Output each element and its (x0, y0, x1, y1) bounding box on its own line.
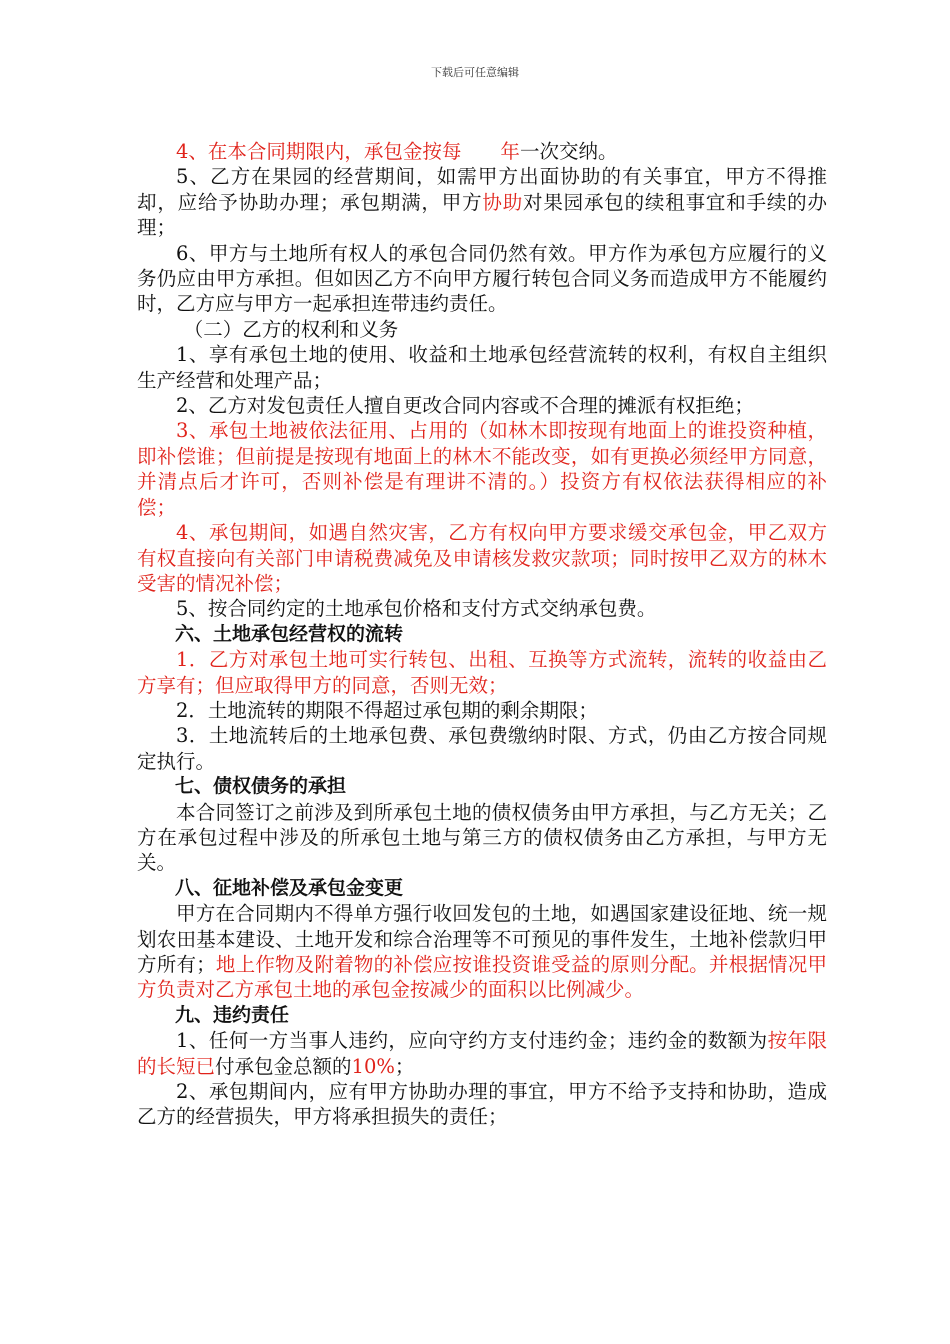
text: 5、乙方在果园的经营期间，如需甲方出面协助的有关事宜，甲方不得推却，应给予协助办理；承包期满，甲方 (137, 165, 827, 214)
paragraph-4 (137, 139, 827, 164)
paragraph-b2: 2、乙方对发包责任人擅自更改合同内容或不合理的摊派有权拒绝； (176, 394, 754, 418)
text: 1、任何一方当事人违约，应向守约方支付违约金；违约金的数额为 (176, 1029, 768, 1053)
text: 协助 (482, 190, 524, 214)
text: 甲方在合同期内不得单方强行收回发包的土地，如遇国家建设征地、统一规划农田基本建设、土地开发和综合治理等不可预见的事件发生，土地补偿款归甲方所有； (137, 902, 827, 976)
text: 地上作物及附着物的补偿应按谁投资谁受益的原则分配。并根据情况甲方负责对乙方承包土地的承包金按减少的面积以比例减少。 (137, 953, 827, 1002)
text: 4、在本合同期限内，承包金按每 (176, 140, 462, 163)
paragraph-8 (137, 901, 827, 1003)
paragraph-9-2: 2、承包期间内，应有甲方协助办理的事宜，甲方不给予支持和协助，造成乙方的经营损失，甲方将承担损失的责任； (137, 1080, 827, 1129)
paragraph-9-1 (137, 1028, 827, 1079)
paragraph-b5: 5、按合同约定的土地承包价格和支付方式交纳承包费。 (176, 597, 657, 621)
text: 付承包金总额的 (215, 1054, 352, 1078)
text: ； (394, 1054, 415, 1078)
section-heading-9: 九、违约责任 (175, 1003, 290, 1026)
paragraph-5 (137, 164, 827, 240)
subsection-title: （二）乙方的权利和义务 (183, 317, 399, 341)
page-header: 下载后可任意编辑 (431, 66, 519, 79)
paragraph-6: 6、甲方与土地所有权人的承包合同仍然有效。甲方作为承包方应履行的义务仍应由甲方承担。但如因乙方不向甲方履行转包合同义务而造成甲方不能履约时，乙方应与甲方一起承担连带违约责任。 (137, 241, 827, 316)
text: 10% (351, 1054, 395, 1078)
paragraph-7: 本合同签订之前涉及到所承包土地的债权债务由甲方承担，与乙方无关；乙方在承包过程中涉及的所承包土地与第三方的债权债务由乙方承担，与甲方无关。 (137, 800, 827, 875)
text: 按年限的长短已 (137, 1029, 827, 1078)
text: 年 (500, 140, 520, 163)
text: 对果园承包的续租事宜和手续的办理； (137, 190, 827, 240)
section-heading-8: 八、征地补偿及承包金变更 (175, 876, 404, 899)
section-heading-7: 七、债权债务的承担 (175, 775, 347, 798)
text: 一次交纳。 (519, 140, 618, 163)
paragraph-b3: 3、承包土地被依法征用、占用的（如林木即按现有地面上的谁投资种植，即补偿谁；但前提是按现有地面上的林木不能改变，如有更换必须经甲方同意，并清点后才许可，否则补偿是有理讲不清的。）投资方有权依法获得相应的补偿； (137, 419, 827, 519)
paragraph-6-1: 1．乙方对承包土地可实行转包、出租、互换等方式流转，流转的收益由乙方享有；但应取得甲方的同意，否则无效； (137, 648, 827, 697)
paragraph-6-3: 3．土地流转后的土地承包费、承包费缴纳时限、方式，仍由乙方按合同规定执行。 (137, 724, 827, 773)
section-heading-6: 六、土地承包经营权的流转 (175, 622, 404, 645)
paragraph-b1: 1、享有承包土地的使用、收益和土地承包经营流转的权利，有权自主组织生产经营和处理产品； (137, 343, 827, 392)
paragraph-b4: 4、承包期间，如遇自然灾害，乙方有权向甲方要求缓交承包金，甲乙双方有权直接向有关部门申请税费减免及申请核发救灾款项；同时按甲乙双方的林木受害的情况补偿； (137, 521, 827, 595)
document-body (137, 139, 827, 1130)
paragraph-6-2: 2．土地流转的期限不得超过承包期的剩余期限； (176, 698, 598, 722)
